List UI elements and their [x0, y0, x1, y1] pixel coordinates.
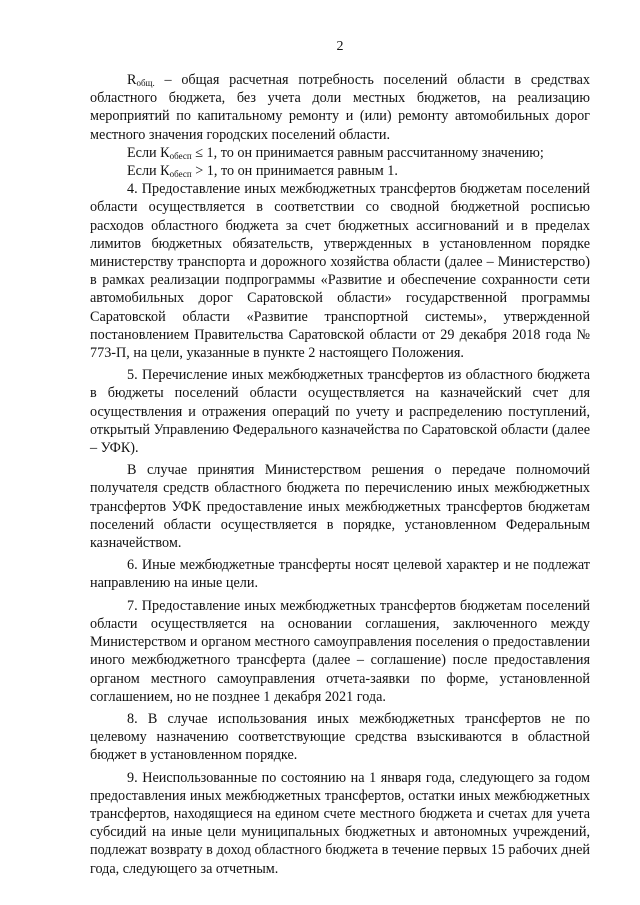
condition-text: > 1, то он принимается равным 1.: [191, 163, 398, 180]
formula-symbol: R: [127, 72, 137, 88]
paragraph-6: 6. Иные межбюджетные трансферты носят целевой характер и не подлежат направлению на иные цели.: [90, 557, 590, 592]
condition-prefix: Если К: [127, 144, 170, 161]
condition-line-1: [90, 144, 590, 162]
document-page: [90, 38, 590, 878]
page-number: 2: [336, 39, 344, 54]
condition-subscript: обесп: [169, 169, 192, 180]
paragraph-8: 8. В случае использования иных межбюджетных трансфертов не по целевому назначению соответствующие средства взыскиваются в областной бюджет в установленном порядке.: [90, 710, 590, 764]
paragraph-5-continuation: В случае принятия Министерством решения о передаче полномочий получателя средств областного бюджета по перечислению иных межбюджетных трансфертов УФК предоставление иных межбюджетных трансфертов бюджетам поселений области осуществляется в порядке, установленном Федеральным казначейством.: [90, 462, 590, 552]
paragraph-7: 7. Предоставление иных межбюджетных трансфертов бюджетам поселений области осуществляется на основании соглашения, заключенного между Министерством и органом местного самоуправления поселения о предоставлении иного межбюджетного трансферта (далее – соглашение) после предоставления органом местного самоуправления отчета-заявки по форме, установленной соглашением, но не позднее 1 декабря 2021 года.: [90, 597, 590, 705]
definition-paragraph: [90, 71, 590, 144]
condition-prefix: Если К: [127, 163, 170, 180]
formula-symbol-subscript: общ.: [136, 78, 155, 88]
paragraph-9: 9. Неиспользованные по состоянию на 1 января года, следующего за годом предоставления иных межбюджетных трансфертов, остатки иных межбюджетных трансфертов, находящиеся на едином счете местного бюджета и счетах для учета субсидий на иные цели муниципальных бюджетных и автономных учреждений, подлежат возврату в доход областного бюджета в течение первых 15 рабочих дней года, следующего за отчетным.: [90, 769, 590, 877]
condition-subscript: обесп: [169, 150, 192, 161]
definition-text: – общая расчетная потребность поселений области в средствах областного бюджета, без учета доли местных бюджетов, на реализацию мероприятий по капитальному ремонту и (или) ремонту автомобильных дорог местного значения городских поселений области.: [90, 72, 590, 143]
condition-text: ≤ 1, то он принимается равным рассчитанному значению;: [191, 144, 544, 161]
paragraph-4: 4. Предоставление иных межбюджетных трансфертов бюджетам поселений области осуществляется в соответствии со сводной бюджетной росписью расходов областного бюджета за счет бюджетных ассигнований и в пределах лимитов бюджетных обязательств, утвержденных в установленном порядке министерству транспорта и дорожного хозяйства области (далее – Министерство) в рамках реализации подпрограммы «Развитие и обеспечение сохранности сети автомобильных дорог Саратовской области» государственной программы Саратовской области «Развитие транспортной системы», утвержденной постановлением Правительства Саратовской области от 29 декабря 2018 года № 773-П, на цели, указанные в пункте 2 настоящего Положения.: [90, 181, 590, 362]
condition-line-2: [90, 162, 590, 180]
paragraph-5: 5. Перечисление иных межбюджетных трансфертов из областного бюджета в бюджеты поселений области осуществляется на казначейский счет для осуществления и отражения операций по учету и распределению поступлений, открытый Управлению Федерального казначейства по Саратовской области (далее – УФК).: [90, 367, 590, 457]
